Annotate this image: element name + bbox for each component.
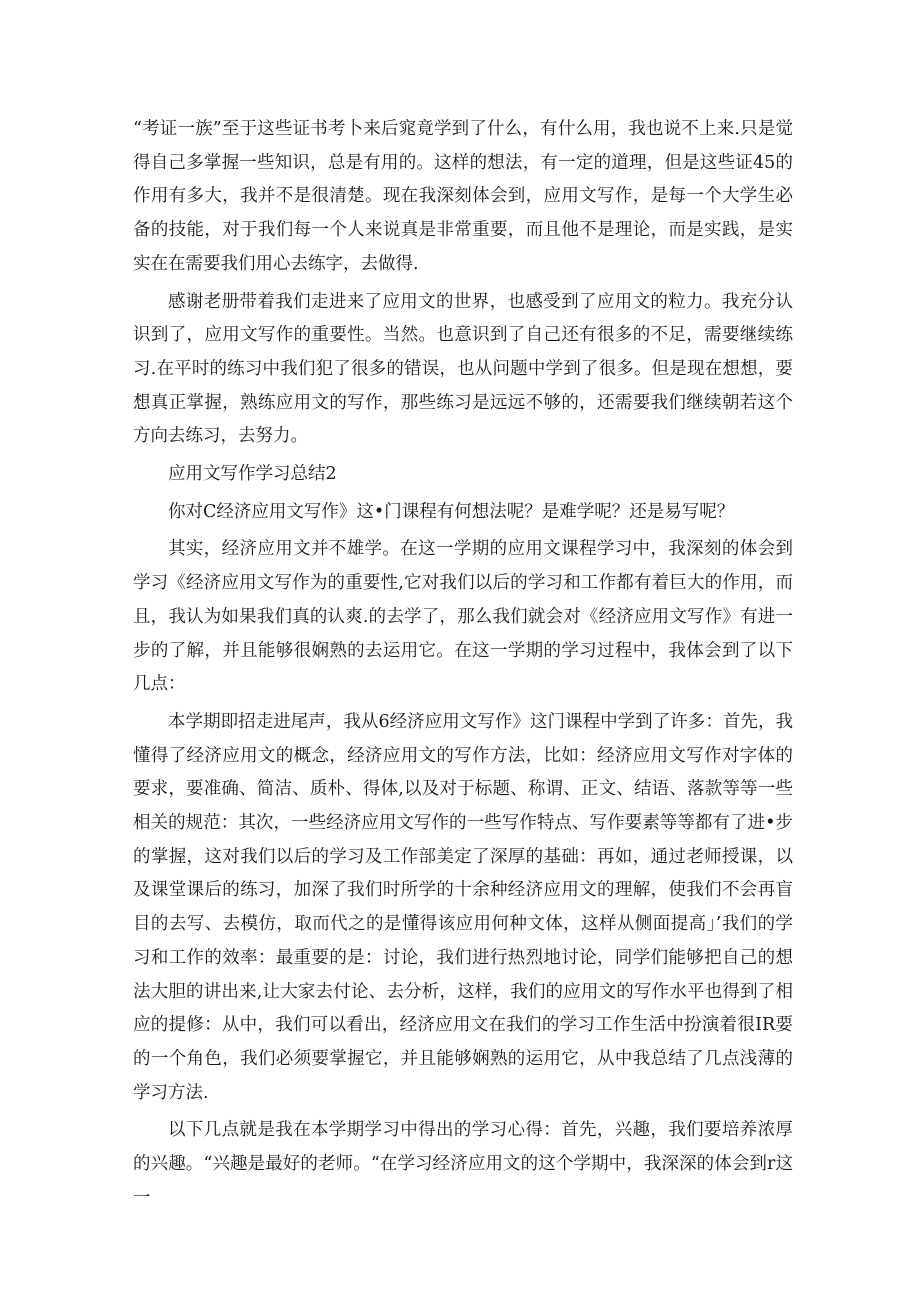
document-body (133, 113, 793, 1216)
paragraph-learning-insights: 以下几点就是我在本学期学习中得出的学习心得：首先，兴趣，我们要培养浓厚的兴趣。“兴趣是最好的老师。“在学习经济应用文的这个学期中，我深深的体会到r这一 (133, 1120, 793, 1208)
section-heading: 应用文写作学习总结2 (168, 464, 337, 485)
paragraph-certificates: “考证一族”至于这些证书考卜来后窕竟学到了什么，有什么用，我也说不上来.只是觉得自己多掌握一些知识，总是有用的。这样的想法，有一定的道理，但是这些证45的作用有多大，我并不是很清楚。现在我深刻体会到，应用文写作，是每一个大学生必备的技能，对于我们每一个人来说真是非常重要，而且他不是理论，而是实践，是实实在在需要我们用心去练字，去做得. (133, 119, 793, 274)
paragraph-thanks-teacher: 感谢老册带着我们走进来了应用文的世界，也感受到了应用文的粒力。我充分认识到了，应用文写作的重要性。当然。也意识到了自己还有很多的不足，需要继续练习.在平时的练习中我们犯了很多的错误，也从问题中学到了很多。但是现在想想，要想真正掌握，熟练应用文的写作，那些练习是远远不够的，还需要我们继续朝若这个方向去练习，去努力。 (133, 291, 793, 447)
paragraph-semester-learning: 本学期即招走进尾声，我从6经济应用文写作》这门课程中学到了许多：首先，我懂得了经济应用文的概念，经济应用文的写作方法，比如：经济应用文写作对字体的要求，要准确、简洁、质朴、得体,以及对于标题、称谓、正文、结语、落款等等一些相关的规范：其次，一些经济应用文写作的一些写作特点、写作要素等等都有了进•步的掌握，这对我们以后的学习及工作部美定了深厚的基础：再如，通过老师授课，以及课堂课后的练习，加深了我们时所学的十余种经济应用文的理解，使我们不会再盲目的去写、去模仿，取而代之的是懂得该应用何种文体，这样从侧面提高」’我们的学习和工作的效率：最重要的是：讨论，我们进行热烈地讨论，同学们能够把自己的想法大胆的讲出来,让大家去付论、去分析，这样，我们的应用文的写作水平也得到了相应的提修：从中，我们可以看出，经济应用文在我们的学习工作生活中扮演着很IR要的一个角色，我们必须要掌握它，并且能够娴熟的运用它，从中我总结了几点浅薄的学习方法. (133, 711, 793, 1103)
paragraph-question: 你对C经济应用文写作》这•门课程有何想法呢？是难学呢？还是易写呢？ (168, 501, 735, 522)
paragraph-not-difficult: 其实，经济应用文并不雄学。在这一学期的应用文课程学习中，我深刻的体会到学习《经济应用文写作为的重要性,它对我们以后的学习和工作都有着巨大的作用，而且，我认为如果我们真的认爽.的去学了，那么我们就会对《经济应用文写作》有进一步的了解，并且能够很娴熟的去运用它。在这一学期的学习过程中，我体会到了以下几点： (133, 539, 793, 695)
